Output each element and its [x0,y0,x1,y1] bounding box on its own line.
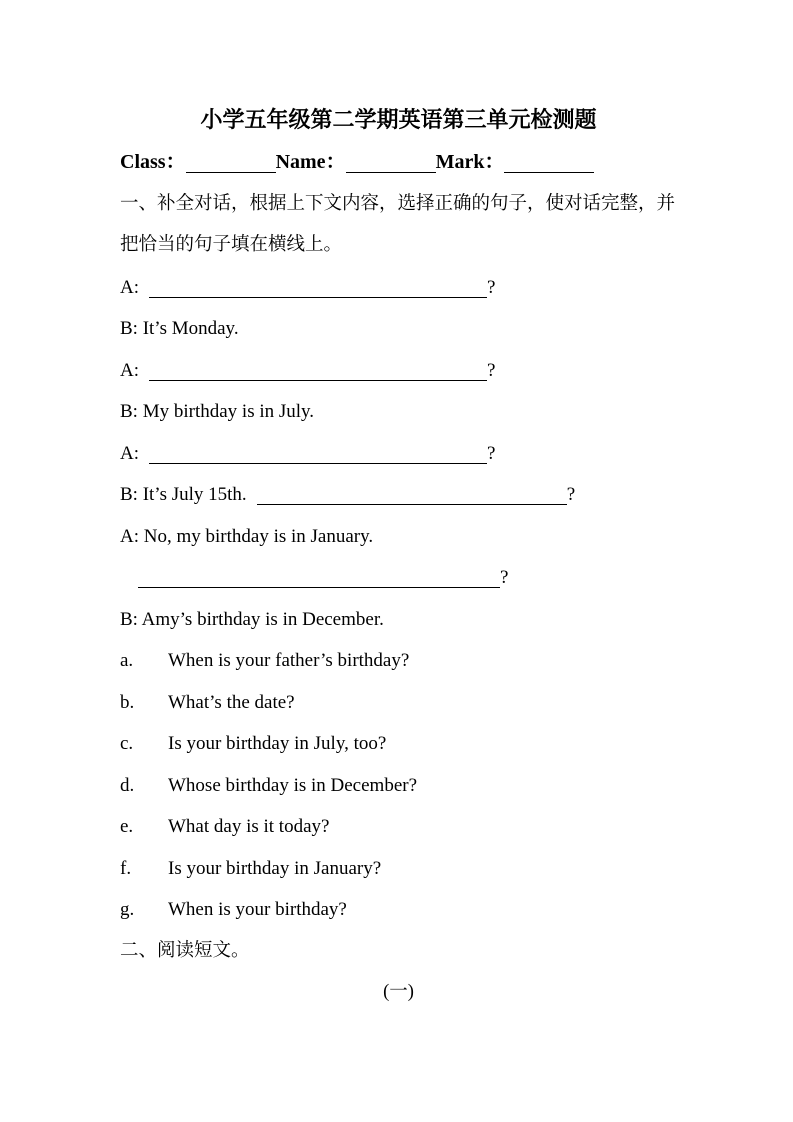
option-label: e. [120,816,134,837]
section1-instruction-line1: 一、补全对话，根据上下文内容，选择正确的句子，使对话完整，并 [120,193,676,214]
mark-colon: ： [484,151,505,173]
section2-passage-label: (一) [383,982,414,1002]
dialogue-line-a4: A: No, my birthday is in January. [120,525,374,547]
question-mark: ? [487,359,496,381]
dialogue-line-b2: B: My birthday is in July. [120,401,315,422]
dialogue-line-a2 [120,350,677,392]
dialogue-line-b4: B: Amy’s birthday is in December. [120,608,384,630]
question-mark: ? [566,484,576,505]
option-text: What day is it today? [168,816,330,837]
option-label: g. [120,899,135,920]
mark-label: Mark [435,151,485,173]
option-text: When is your father’s birthday? [168,650,410,671]
option-label: c. [120,733,134,754]
class-label: Class [120,151,166,173]
answer-blank-5[interactable] [138,565,500,588]
option-item-c [120,723,677,765]
option-label: f. [120,857,132,879]
section2-heading: 二、阅读短文。 [120,940,250,961]
option-label: d. [120,774,135,796]
answer-blank-3[interactable] [149,441,487,464]
option-item-e [120,806,677,848]
dialogue-line-blank [120,557,677,599]
speaker-a-label: A: [120,359,139,381]
question-mark: ? [487,276,496,298]
section1-instruction-line2: 把恰当的句子填在横线上。 [120,235,343,255]
answer-blank-1[interactable] [149,275,487,298]
speaker-a-label: A: [120,276,139,298]
mark-blank[interactable] [504,152,594,173]
option-label: a. [120,650,134,671]
dialogue-line-a3 [120,433,677,475]
student-info-line [120,142,677,184]
question-mark: ? [500,567,509,588]
option-text: Is your birthday in July, too? [168,733,387,754]
option-text: Is your birthday in January? [168,857,382,879]
option-text: Whose birthday is in December? [168,774,418,796]
dialogue-line-b1: B: It’s Monday. [120,318,239,339]
option-text: What’s the date? [168,691,295,713]
dialogue-line-a1 [120,267,677,309]
option-text: When is your birthday? [168,899,347,920]
page-title: 小学五年级第二学期英语第三单元检测题 [200,107,597,132]
class-blank[interactable] [186,152,276,173]
class-colon: ： [165,151,186,173]
option-item-a [120,640,677,682]
answer-blank-2[interactable] [149,358,487,381]
name-colon: ： [325,151,346,173]
dialogue-line-b3 [120,474,677,516]
option-item-b [120,682,677,724]
name-label: Name [275,151,326,173]
question-mark: ? [487,442,496,464]
option-item-f [120,848,677,890]
speaker-a-label: A: [120,442,139,464]
dialogue-b3-text: B: It’s July 15th. [120,484,247,505]
name-blank[interactable] [346,152,436,173]
option-item-d [120,765,677,807]
answer-blank-4[interactable] [257,482,567,505]
test-paper-page [120,98,677,1014]
option-item-g [120,889,677,931]
option-label: b. [120,691,135,713]
